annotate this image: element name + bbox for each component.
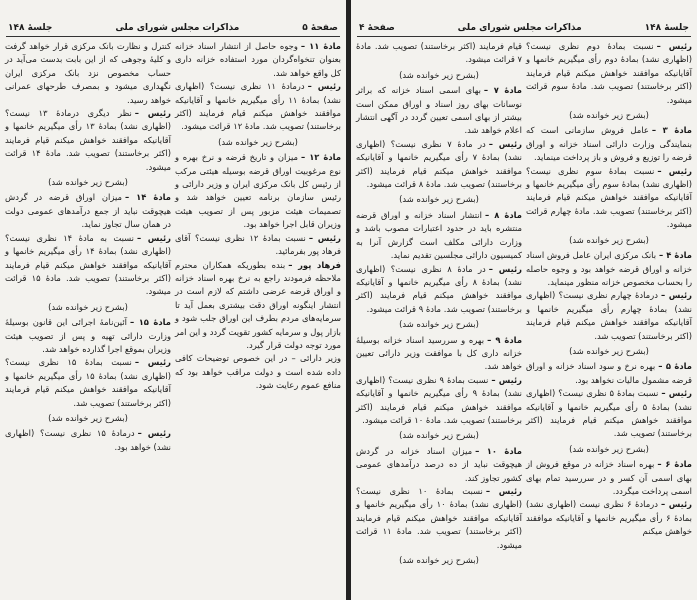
paragraph-text: وزیر دارائی – در این خصوص توضیحات کافی داده شده است و دولت مراقب خواهد بود که منافع عموم رعایت شود. bbox=[175, 353, 341, 391]
paragraph bbox=[175, 151, 341, 231]
paragraph-text: درمادهٔ ۶ نظری نیست (اظهاری نشد) بمادهٔ ۶ رأی میگیریم خانمها و آقایانیکه موافقند خواهش میکنم bbox=[526, 499, 692, 537]
speaker-or-article-label: رئیس – bbox=[660, 499, 693, 510]
paragraph-text: بانک مرکزی ایران عامل فروش اسناد خزانه و اوراق قرضه خواهد بود و وجوه حاصله را بحساب مخصوص خزانه منظور مینماید. bbox=[526, 250, 692, 287]
header-divider bbox=[357, 36, 691, 37]
session-number: جلسهٔ ۱۴۸ bbox=[8, 23, 53, 33]
paragraph bbox=[526, 165, 692, 232]
speaker-or-article-label: رئیس – bbox=[661, 388, 693, 399]
speaker-or-article-label: رئیس – bbox=[656, 41, 692, 51]
paragraph bbox=[356, 445, 522, 485]
paragraph-text: نسبت بمادهٔ ۱۰ نظری نیست؟ (اظهاری نشد) بمادهٔ ۱۰ رأی میگیریم خانمها و آقایانیکه موافقند خواهش میکنم قیام فرمایند (اکثر برخاستند) تصویب شد. مادهٔ ۱۱ قرائت میشود. bbox=[356, 486, 523, 550]
speaker-or-article-label: رئیس – bbox=[307, 81, 342, 92]
paragraph-text: نسبت بمادهٔ ۵ نظری نیست؟ (اظهاری نشد) بمادهٔ ۵ رأی میگیریم خانمها و آقایانیکه موافقند خواهش میکنم قیام فرمایند (اکثر برخاستند) تصویب شد. bbox=[526, 388, 692, 439]
speaker-or-article-label: رئیس – bbox=[491, 374, 523, 385]
paragraph bbox=[5, 427, 171, 454]
paragraph bbox=[356, 374, 522, 428]
paragraph-text: نسبت بمادهٔ دوم نظری نیست؟ (اظهاری نشد) بمادهٔ دوم رأی میگیریم خانمها و آقایانیکه موافقند خواهش میکنم قیام فرمایند (اکثر برخاستند) تصویب شد. مادهٔ سوم قرائت میشود. bbox=[526, 41, 692, 105]
speaker-or-article-label: رئیس – bbox=[134, 108, 171, 119]
paragraph bbox=[356, 334, 522, 374]
session-number: جلسهٔ ۱۴۸ bbox=[644, 23, 689, 33]
paragraph-text: نسبت بمادهٔ ۱۵ نظری نیست؟ (اظهاری نشد) بمادهٔ ۱۵ رأی میگیریم خانمها و آقایانیکه موافقند خواهش میکنم قیام فرمایند (اکثر برخاستند) تصویب شد. bbox=[5, 357, 171, 408]
header-divider bbox=[6, 36, 340, 37]
paragraph-text: نسبت بمادهٔ ۹ نظری نیست؟ (اظهاری نشد) بمادهٔ ۹ رأی میگیریم خانمها و آقایانیکه موافقند خواهش میکنم قیام فرمایند (اکثر برخاستند) تصویب شد. مادهٔ ۱۰ قرائت میشود. bbox=[356, 374, 522, 425]
paragraph-text: کنترل و نظارت بانک مرکزی قرار خواهد گرفت و کلیهٔ وجوهی که از این بابت بدست می‌آید در حساب مخصوص نزد بانک مرکزی ایران نگهداری میشود و بمصرف طرحهای عمرانی خواهد رسید. bbox=[5, 41, 171, 105]
page-number: صفحهٔ ۴ bbox=[359, 23, 395, 33]
paragraph bbox=[5, 191, 171, 231]
paragraph-text: بهره اسناد خزانه در موقع فروش از بهای اسمی آن کسر و در سررسید تمام بهای اسمی پرداخت میگردد. bbox=[526, 459, 692, 496]
text-column bbox=[175, 40, 341, 393]
paragraph-text: عامل فروش سازمانی است که بنمایندگی وزارت دارائی اسناد خزانه و اوراق قرضه را توزیع و فروش و باز پرداخت مینماید. bbox=[526, 125, 692, 163]
left-page bbox=[0, 0, 346, 600]
paragraph bbox=[5, 232, 171, 299]
text-column bbox=[5, 40, 171, 454]
paragraph-text: نظر دیگری درمادهٔ ۱۳ نیست؟ (اظهاری نشد) بمادهٔ ۱۳ رأی میگیریم خانمها و آقایانیکه موافقند خواهش میکنم قیام فرمایند (اکثر برخاستند) تصویب شد. مادهٔ ۱۴ قرائت میشود. bbox=[5, 108, 172, 172]
paragraph bbox=[175, 352, 341, 392]
paragraph-text: بنده بطوریکه همکاران محترم ملاحظه فرمودند راجع به نرخ بهره اسناد خزانه و اوراق قرضه عرضی داشتم که لازم است در انتشار اینگونه اوراق دقت بیشتری بعمل آید تا سرمایه‌های مردم بطرف این اوراق جلب شود و بازار پول و سرمایه کشور تقویت گردد و این امر مورد توجه دولت قرار گیرد. bbox=[175, 259, 341, 350]
page-number: صفحهٔ ۵ bbox=[302, 23, 338, 33]
speaker-or-article-label: رئیس – bbox=[657, 165, 692, 176]
paragraph bbox=[526, 249, 692, 289]
paragraph-text: درمادهٔ ۱۵ نظری نیست؟ (اظهاری نشد) خواهد بود. bbox=[5, 428, 171, 452]
paragraph bbox=[175, 259, 341, 353]
reading-note: (بشرح زیر خوانده شد) bbox=[399, 319, 479, 330]
paragraph-text: میزان اسناد خزانه در گردش هیچوقت نباید از ده درصد درآمدهای عمومی کشور تجاوز کند. bbox=[356, 445, 522, 483]
publication-title: مذاکرات مجلس شورای ملی bbox=[115, 23, 240, 33]
paragraph bbox=[526, 124, 692, 164]
page-header bbox=[359, 20, 689, 36]
paragraph bbox=[175, 232, 341, 259]
paragraph bbox=[356, 209, 522, 263]
speaker-or-article-label: مادهٔ ۵ – bbox=[658, 361, 692, 372]
paragraph bbox=[526, 387, 692, 441]
speaker-or-article-label: مادهٔ ۸ – bbox=[484, 209, 522, 220]
paragraph-text: قیام فرمایند (اکثر برخاستند) تصویب شد. مادهٔ ۷ قرائت میشود. bbox=[356, 41, 522, 65]
speaker-or-article-label: مادهٔ ۶ – bbox=[657, 459, 692, 470]
right-page bbox=[351, 0, 697, 600]
page-header bbox=[8, 20, 338, 36]
paragraph bbox=[5, 316, 171, 356]
reading-note: (بشرح زیر خوانده شد) bbox=[48, 177, 128, 188]
paragraph-text: در مادهٔ ۷ نظری نیست؟ (اظهاری نشد) بمادهٔ ۷ رأی میگیریم خانمها و آقایانیکه موافقند خواهش میکنم قیام فرمایند (اکثر برخاستند) تصویب شد. مادهٔ ۸ قرائت میشود. bbox=[356, 138, 522, 190]
reading-note: (بشرح زیر خوانده شد) bbox=[569, 110, 649, 121]
paragraph bbox=[175, 80, 341, 134]
speaker-or-article-label: رئیس – bbox=[485, 486, 523, 496]
speaker-or-article-label: مادهٔ ۳ – bbox=[651, 125, 692, 136]
paragraph bbox=[526, 360, 692, 387]
paragraph bbox=[175, 40, 341, 80]
reading-note: (بشرح زیر خوانده شد) bbox=[399, 555, 479, 566]
speaker-or-article-label: مادهٔ ۹ – bbox=[487, 334, 522, 345]
paragraph bbox=[5, 356, 171, 410]
paragraph bbox=[356, 485, 522, 552]
text-column bbox=[356, 40, 522, 569]
paragraph-text: میزان و تاریخ قرضه و نرخ بهره و نوع مرغوبیت اوراق قرضه بوسیله هیئتی مرکب از رئیس کل بانک مرکزی ایران و وزیر دارائی و رئیس سازمان برنامه تعیین خواهد شد و تصمیمات هیئت مزبور پس از تصویب هیئت وزیران قابل اجرا خواهد بود. bbox=[175, 152, 341, 230]
speaker-or-article-label: رئیس – bbox=[488, 263, 523, 274]
paragraph bbox=[526, 40, 692, 107]
paragraph-text: درمادهٔ ۱۱ نظری نیست؟ (اظهاری نشد) بمادهٔ ۱۱ رأی میگیریم خانمها و آقایانیکه موافقند خواهش میکنم قیام فرمایند (اکثر برخاستند) تصویب شد. مادهٔ ۱۲ قرائت میشود. bbox=[175, 81, 341, 132]
paragraph bbox=[5, 107, 171, 174]
reading-note: (بشرح زیر خوانده شد) bbox=[48, 301, 128, 312]
reading-note: (بشرح زیر خوانده شد) bbox=[569, 234, 649, 245]
reading-note: (بشرح زیر خوانده شد) bbox=[569, 345, 649, 356]
paragraph-text: درمادهٔ چهارم نظری نیست؟ (اظهاری نشد) بمادهٔ چهارم رأی میگیریم خانمها و آقایانیکه موافقند خواهش میکنم قیام فرمایند (اکثر برخاستند) تصویب شد. bbox=[526, 290, 692, 341]
paragraph-text: میزان اوراق قرضه در گردش هیچوقت نباید از جمع درآمدهای عمومی دولت در همان سال تجاوز نماید. bbox=[5, 192, 171, 230]
speaker-or-article-label: مادهٔ ۱۴ – bbox=[124, 192, 171, 203]
speaker-or-article-label: رئیس – bbox=[137, 428, 172, 439]
paragraph-text: نسبت بمادهٔ ۱۲ نظری نیست؟ آقای فرهاد پور بفرمائید. bbox=[175, 232, 341, 257]
paragraph-text: در مادهٔ ۸ نظری نیست؟ (اظهاری نشد) بمادهٔ ۸ رأی میگیریم خانمها و آقایانیکه موافقند خواهش میکنم قیام فرمایند (اکثر برخاستند) تصویب شد. مادهٔ ۹ قرائت میشود. bbox=[356, 263, 522, 314]
paragraph-text: بهره نرخ و سود اسناد خزانه و اوراق قرضه مشمول مالیات نخواهد بود. bbox=[526, 361, 692, 385]
speaker-or-article-label: مادهٔ ۱۵ – bbox=[130, 317, 171, 328]
speaker-or-article-label: رئیس – bbox=[660, 290, 693, 301]
publication-title: مذاکرات مجلس شورای ملی bbox=[457, 23, 582, 33]
paragraph-text: بهره و سررسید اسناد خزانه بوسیلهٔ خزانه داری کل با موافقت وزیر دارائی تعیین خواهد شد. bbox=[356, 334, 522, 372]
speaker-or-article-label: مادهٔ ۱۲ – bbox=[300, 152, 342, 163]
reading-note: (بشرح زیر خوانده شد) bbox=[399, 69, 479, 80]
paragraph-text: وجوه حاصل از انتشار اسناد خزانه بعنوان تنخواه‌گردان مورد استفاده خزانه داری کل واقع خواهد شد. bbox=[175, 41, 341, 78]
paragraph-text: نسبت بمادهٔ سوم نظری نیست؟ (اظهاری نشد) بمادهٔ سوم رأی میگیریم خانمها و آقایانیکه موافقند خواهش میکنم قیام فرمایند (اکثر برخاستند) تصویب شد. مادهٔ چهارم قرائت میشود. bbox=[526, 165, 692, 230]
reading-note: (بشرح زیر خوانده شد) bbox=[569, 443, 649, 454]
reading-note: (بشرح زیر خوانده شد) bbox=[399, 194, 479, 205]
paragraph-text: آئین‌نامهٔ اجرائی این قانون بوسیلهٔ وزارت دارائی تهیه و پس از تصویب هیئت وزیران بموقع اجرا گذارده خواهد شد. bbox=[5, 317, 171, 354]
speaker-or-article-label: رئیس – bbox=[134, 357, 172, 368]
paragraph bbox=[526, 498, 692, 538]
paragraph bbox=[356, 263, 522, 317]
speaker-or-article-label: مادهٔ ۷ – bbox=[483, 85, 522, 96]
paragraph bbox=[526, 289, 692, 343]
paragraph bbox=[356, 84, 522, 138]
paragraph-text: بهای اسمی اسناد خزانه که براثر نوسانات بهای روز اسناد و اوراق ممکن است بیشتر از بهای اسمی تعیین گردد در آگهی انتشار اعلام خواهد شد. bbox=[356, 85, 522, 136]
reading-note: (بشرح زیر خوانده شد) bbox=[218, 136, 298, 147]
paragraph-text: انتشار اسناد خزانه و اوراق قرضه منتشره باید در حدود اعتبارات مصوب باشد و وزارت دارائی مکلف است گزارش آنرا به کمیسیون دارائی مجلسین تقدیم نماید. bbox=[356, 209, 522, 261]
speaker-or-article-label: مادهٔ ۴ – bbox=[659, 250, 692, 261]
paragraph bbox=[356, 138, 522, 192]
speaker-or-article-label: مادهٔ ۱۰ – bbox=[475, 445, 522, 456]
reading-note: (بشرح زیر خوانده شد) bbox=[48, 412, 128, 423]
paragraph bbox=[526, 458, 692, 498]
speaker-or-article-label: رئیس – bbox=[308, 232, 341, 243]
reading-note: (بشرح زیر خوانده شد) bbox=[399, 430, 479, 441]
speaker-or-article-label: رئیس – bbox=[488, 138, 523, 149]
paragraph bbox=[356, 40, 522, 67]
speaker-or-article-label: فرهاد پور – bbox=[288, 259, 341, 270]
paragraph-text: نسبت به مادهٔ ۱۴ نظری نیست؟ (اظهاری نشد) بمادهٔ ۱۴ رأی میگیریم خانمها و آقایانیکه موافقند خواهش میکنم قیام فرمایند (اکثر برخاستند) تصویب شد. مادهٔ ۱۵ قرائت میشود. bbox=[5, 232, 172, 297]
paragraph bbox=[5, 40, 171, 107]
text-column bbox=[526, 40, 692, 539]
speaker-or-article-label: رئیس – bbox=[136, 232, 172, 243]
speaker-or-article-label: مادهٔ ۱۱ – bbox=[300, 41, 341, 51]
